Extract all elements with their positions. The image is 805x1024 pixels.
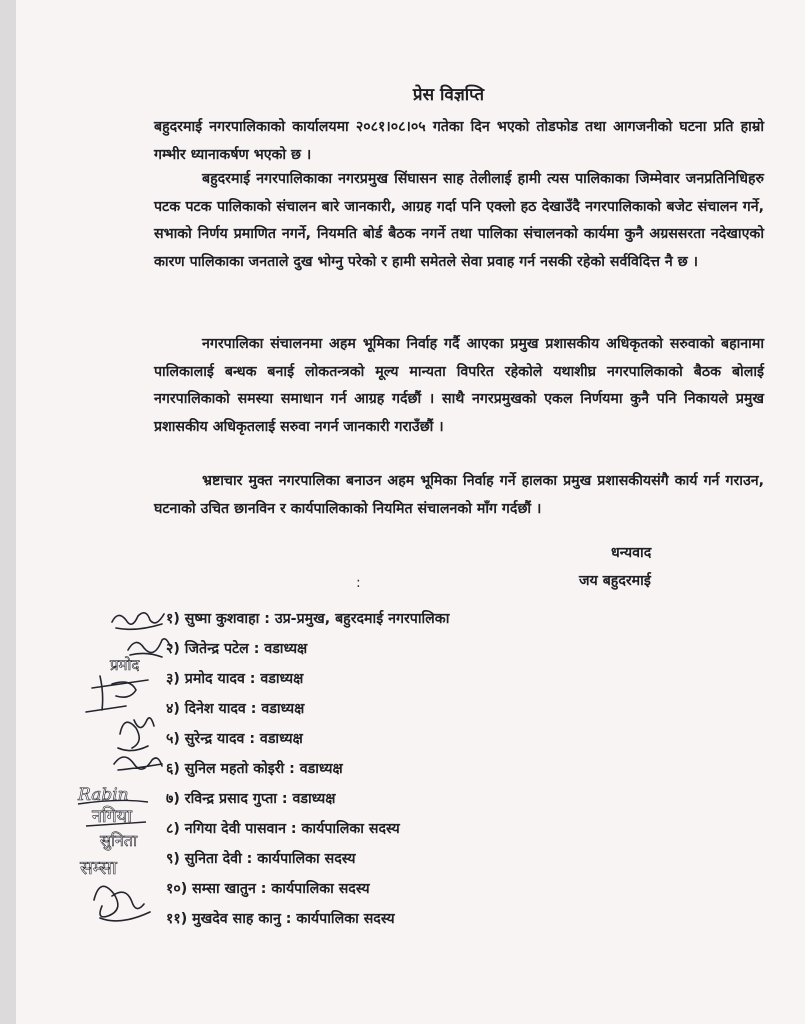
paragraph-2: बहुदरमाई नगरपालिकाका नगरप्रमुख सिंघासन साह तेलीलाई हामी त्यस पालिकाका जिम्मेवार जनप्रतिनिधिहरु पटक पटक पालिकाको संचालन बारे जानकारी, आग्रह गर्दा पनि एक्लो हठ देखाउँदै नगरपालिकाको बजेट संचालन गर्ने, सभाको निर्णय प्रमाणित नगर्ने, नियमति बोर्ड बैठक नगर्ने तथा पालिका संचालनको कार्यमा कुनै अग्रससरता नदेखाएको कारण पालिकाका जनताले दुख भोग्नु परेको र हामी समेतले सेवा प्रवाह गर्न नसकी रहेको सर्वविदित्त नै छ । [154, 171, 764, 270]
signatory-row: ४) दिनेश यादव : वडाध्यक्ष [166, 701, 305, 717]
paragraph-1: बहुदरमाई नगरपालिकाको कार्यालयमा २०८१।०८।०५ गतेका दिन भएको तोडफोड तथा आगजनीको घटना प्रति हाम्रो गम्भीर ध्यानाकर्षण भएको छ । [154, 119, 764, 163]
signatory-row: ७) रविन्द्र प्रसाद गुप्ता : वडाध्यक्ष [166, 791, 336, 807]
paragraph-4: भ्रष्टाचार मुक्त नगरपालिका बनाउन अहम भूमिका निर्वाह गर्ने हालका प्रमुख प्रशासकीयसंगै कार्य गर्न गराउन, घटनाको उचित छानविन र कार्यपालिकाको नियमित संचालनको माँग गर्दछौं । [154, 473, 764, 517]
signatory-row: ९) सुनिता देवी : कार्यपालिका सदस्य [166, 851, 356, 867]
closing-slogan: जय बहुदरमाई [579, 573, 651, 589]
paragraph-3: नगरपालिका संचालनमा अहम भूमिका निर्वाह गर्दै आएका प्रमुख प्रशासकीय अधिकृतको सरुवाको बहानामा पालिकालाई बन्धक बनाई लोकतन्त्रको मूल्य मान्यता विपरित रहेकोले यथाशीघ्र नगरपालिकाको बैठक बोलाई नगरपालिकाको समस्या समाधान गर्न आग्रह गर्दछौं । साथै नगरप्रमुखको एकल निर्णयमा कुनै पनि निकायले प्रमुख प्रशासकीय अधिकृतलाई सरुवा नगर्न जानकारी गराउँछौं । [154, 336, 764, 435]
signature-5 [118, 718, 154, 751]
signature-1 [112, 613, 164, 630]
signature-word-5: सम्सा [80, 857, 117, 879]
document-title: प्रेस विज्ञप्ति [412, 85, 485, 105]
signature-2 [128, 639, 170, 657]
signatory-row: १०) सम्सा खातुन : कार्यपालिका सदस्य [166, 881, 370, 897]
signatory-row: १) सुष्मा कुशवाहा : उप्र-प्रमुख, बहुरदमाई नगरपालिका [166, 611, 450, 627]
signatory-row: ११) मुखदेव साह कानु : कार्यपालिका सदस्य [166, 911, 395, 927]
signature-word-4: सुनिता [100, 831, 138, 850]
signatory-row: ३) प्रमोद यादव : वडाध्यक्ष [166, 671, 304, 687]
signature-6 [114, 757, 162, 770]
signatory-list [166, 604, 586, 934]
signature-11 [94, 886, 150, 921]
signatory-row: ५) सुरेन्द्र यादव : वडाध्यक्ष [166, 731, 303, 747]
signature-underline [78, 800, 148, 826]
signature-word-group [77, 656, 140, 879]
signature-word-3: नगिया [92, 806, 132, 827]
separator-colon: : [356, 575, 361, 591]
signature-word-1: प्रमोद [110, 656, 140, 674]
signatory-row: २) जितेन्द्र पटेल : वडाध्यक्ष [166, 641, 308, 657]
signatory-row: ८) नगिया देवी पासवान : कार्यपालिका सदस्य [166, 821, 400, 837]
closing-thanks: धन्यवाद [611, 545, 652, 561]
signature-word-2: Rabin [78, 785, 129, 805]
signatory-row: ६) सुनिल महतो कोइरी : वडाध्यक्ष [166, 761, 343, 777]
signature-4 [86, 676, 148, 712]
